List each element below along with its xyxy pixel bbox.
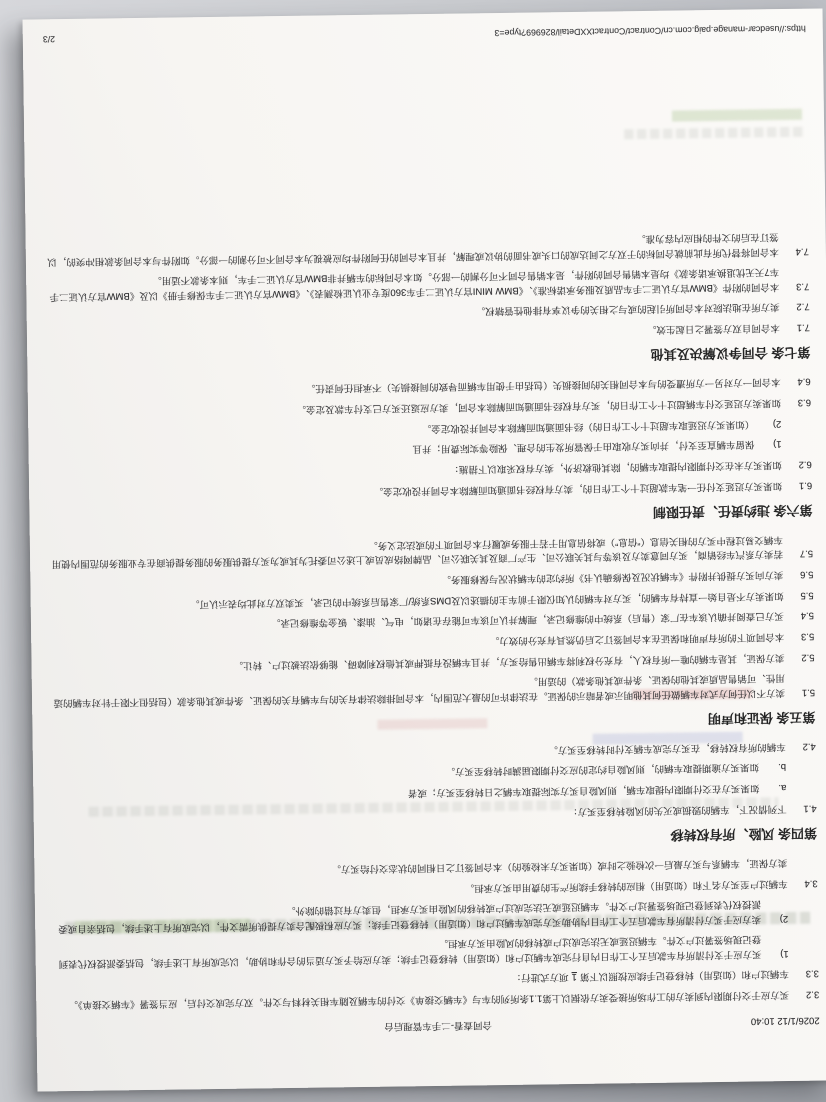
clause-text: 如果买方迟延支付任一笔车款超过十个工作日的，卖方有权经书面通知而解除本合同并没收定金。 — [373, 479, 783, 497]
clause-number: 1) — [780, 947, 789, 959]
clause-number: 7.3 — [796, 280, 810, 292]
clause-text: 车辆过户至买方名下和（如适用）相应的转移手续所产生的费用由买方承担。 — [464, 877, 788, 894]
clause-text: 卖方保证，车辆系与买方最后一次检验之时或（如果买方未检验的）本合同签订之日相同的状态交付给买方。 — [331, 857, 788, 875]
contract-clause — [53, 780, 786, 804]
clause-number: 6.1 — [798, 479, 813, 491]
clause-number: b. — [778, 761, 787, 773]
contract-clause — [47, 344, 810, 371]
clause-text: 第五条 保证和声明 — [707, 709, 816, 726]
clause-text: 卖方保证，其是车辆的唯一所有权人，有充分权利将车辆出售给买方，并且车辆没有抵押或其他权利障碍、能够依法被过户、转让。 — [233, 651, 785, 671]
clause-text: 本合同项下的所有声明和保证在本合同签订之后仍然具有充分的效力。 — [489, 631, 785, 647]
clause-text: 车辆的所有权转移，在买方完成车辆支付时转移至买方。 — [548, 740, 786, 756]
contract-clause — [56, 966, 819, 991]
clause-number: 4.1 — [803, 802, 817, 814]
contract-clause — [50, 566, 813, 591]
clause-text: （如果买方迟延取车超过十个工作日的）经书面通知而解除本合同并没收定金。 — [421, 418, 755, 434]
clause-text: 本合同的附件《BMW官方认证二手车品质及服务承诺标准》、《BMW MINI官方认证二手车360度专业认证检测表》、《BMW官方认证二手车保修手册》以及《BMW官方认证二手车7天无忧退换承诺条款》均是本销售合同的附件，是本销售合同不可分割的一部分。如本合同标的车辆并非BMW官方认证二手车，则本条款不适用。 — [49, 266, 780, 302]
print-page-title: 合同查看-二手车管理后台 — [384, 1019, 493, 1032]
clause-text: 如果卖方迟延交付车辆超过十个工作日的，买方有权经书面通知而解除本合同，卖方应返还买方已支付车款及定金。 — [296, 397, 782, 415]
clause-text: 第七条 合同争议解决及其他 — [650, 344, 811, 362]
clause-text: 第六条 违约责任、责任限制 — [652, 502, 813, 520]
contract-clause — [54, 825, 817, 852]
contract-clause — [53, 759, 786, 783]
clause-number: 2) — [772, 417, 782, 429]
contract-clause — [49, 501, 812, 528]
contract-clauses — [46, 229, 820, 1011]
contract-clause — [54, 854, 817, 879]
clause-number: 6.4 — [797, 375, 811, 388]
clause-number: 4.2 — [802, 740, 816, 752]
clause-text: 买方应于交付期限内到卖方的工作场所接受卖方依据以上第1.1条所列的车与《车辆交接单》交付的车辆及随车相关材料与文件。双方完成交付后，应当签署《车辆交接单》。 — [68, 989, 790, 1011]
contract-clause — [55, 875, 818, 900]
clause-number: 1) — [773, 438, 782, 450]
clause-text: 保留车辆直至支付，并向买方收取由于保管所发生的合理、保险等实际费用；并且 — [412, 438, 755, 455]
contract-clause — [46, 229, 809, 268]
clause-number: 6.3 — [797, 396, 812, 408]
clause-text: 本合同将替代所有此前就合同标的于双方之间达成的口头或书面的协议或理解，并且本合同的任何附件均应被视为本合同不可分割的一部分。如附件与本合同条款相冲突的，以签订在后的文件的相应内容为准。 — [47, 231, 779, 268]
contract-clause — [51, 608, 814, 633]
printed-contract-document — [23, 8, 826, 1091]
print-footer-url: https://usedcar-manage.paig.com.cn/Contract/ContractXXDetail/826969?type=3 — [494, 23, 806, 39]
contract-clause — [47, 319, 810, 344]
clause-text: 第四条 风险、所有权转移 — [670, 825, 818, 843]
clause-text: 如果卖方不是自始一直持有车辆的，买方对车辆的认知仅限于前车主的描述以及DMS系统/厂家售后系统中的记录，买卖双方对此均表示认可。 — [189, 589, 784, 609]
paper-sheet — [23, 8, 826, 1091]
clause-number: a. — [778, 782, 787, 794]
clause-number: 5.7 — [799, 547, 814, 559]
clause-number: 3.4 — [804, 877, 818, 889]
clause-text: 卖方不以任何方式对车辆做任何其他明示或者暗示的保证。在法律许可的最大范围内，本合同排除法律有关的与车辆有关的保证、条件或其他条款（包括但不限于针对车辆的适用性、可销售品质或其他的保证、条件或其他条款）的适用。 — [53, 672, 786, 708]
contract-clause — [46, 264, 809, 303]
contract-clause — [52, 670, 815, 709]
clause-text: 买方已查阅并确认该车在厂家（售后）系统中的维修记录，理解并认可该车可能存在诸如，电气、油漆、钣金等维修记录。 — [270, 610, 785, 629]
clause-number: 2) — [779, 912, 789, 924]
clause-text: 本合同自双方签署之日起生效。 — [646, 322, 781, 335]
clause-number: 7.4 — [795, 245, 809, 257]
clause-text: 卖方所在地法院对本合同所引起的或与之相关的争议享有排他性管辖权。 — [475, 301, 780, 317]
contract-clause — [48, 416, 781, 440]
clause-number: 7.1 — [796, 321, 811, 333]
print-timestamp: 2026/1/12 10:40 — [750, 1014, 820, 1027]
clause-text: 如果买方在交付期限内提取车辆，则风险自买方实际提取车辆之日转移至买方；或者 — [407, 782, 760, 799]
clause-number: 5.6 — [800, 568, 814, 580]
clause-number: 5.5 — [800, 589, 814, 601]
contract-clause — [52, 708, 815, 735]
clause-text: 本合同一方对另一方所遭受的与本合同相关的间接损失（包括由于使用车辆而导致的间接损失）不承担任何责任。 — [305, 376, 781, 394]
clause-text: 若卖方系汽车经销商，买方同意卖方及该等与其关联公司、生产厂商及其关联公司、品牌网络成员或上述公司委托为其或为买方提供服务的服务提供商在专业服务的范围内使用车辆交易过程中买方的相关信息（“信息”）或将信息用于若干服务或履行本合同项下的或法定义务。 — [51, 534, 784, 570]
clause-number: 5.1 — [801, 686, 816, 698]
clause-text: 买方应于支付清所有车款后五个工作日内自行完成车辆过户和（如适用）转移登记手续；卖方应给予买方适当的合作和协助，以完成所有上述手续，包括委派授权代表到登记现场签署过户文件。车辆迟延或无法完成过户或转移的风险由买方承担。 — [58, 933, 762, 969]
clause-text: 如果买方逾期提取车辆的，则风险自约定的应交付期限届满时转移至买方。 — [445, 761, 760, 778]
clause-number: 5.2 — [801, 651, 815, 663]
clause-number: 5.3 — [800, 630, 815, 642]
contract-clause — [54, 800, 817, 825]
contract-clause — [49, 436, 782, 460]
underlined-option: 1 — [571, 971, 578, 983]
contract-clause — [50, 531, 813, 570]
contract-clause — [49, 456, 812, 481]
contract-clause — [49, 477, 812, 502]
contract-clause — [51, 649, 814, 674]
contract-clause — [51, 587, 814, 612]
contract-clause — [51, 628, 814, 653]
page-indicator: 2/3 — [42, 34, 56, 45]
contract-clause — [53, 738, 816, 763]
contract-clause — [55, 896, 788, 935]
contract-clause — [47, 299, 810, 324]
clause-text: 车辆过户和（如适用）转移登记手续应按照以下第1项方式进行： — [511, 968, 790, 984]
clause-text: 下列情况下，车辆的毁损或灭失的风险转移至买方： — [568, 802, 787, 817]
clause-number: 5.4 — [800, 609, 815, 622]
contract-clause — [55, 931, 788, 970]
contract-clause — [48, 394, 811, 419]
print-footer — [43, 22, 806, 47]
clause-number: 3.2 — [805, 988, 820, 1000]
clause-number: 7.2 — [796, 300, 810, 313]
contract-clause — [48, 374, 811, 399]
clause-text: 如果买方未在交付期限内提取车辆的，除其他救济外，卖方有权采取以下措施： — [449, 459, 782, 475]
clause-text: 卖方向买方提供并附件《车辆状况及保修确认书》所约定的车辆状况与保修服务。 — [441, 568, 784, 585]
clause-number: 3.3 — [805, 967, 820, 980]
clause-number: 6.2 — [798, 458, 812, 470]
clause-text: 卖方应于买方付清所有车款后五个工作日内协助买方完成车辆过户和（如适用）转移登记手续；买方应积极配合卖方提供所需文件，以完成所有上述手续，包括亲自或委派授权代表到登记现场签署过户文件。车辆迟延或无法完成过户或转移的风险由买方承担，但卖方有过错的除外。 — [58, 898, 762, 934]
